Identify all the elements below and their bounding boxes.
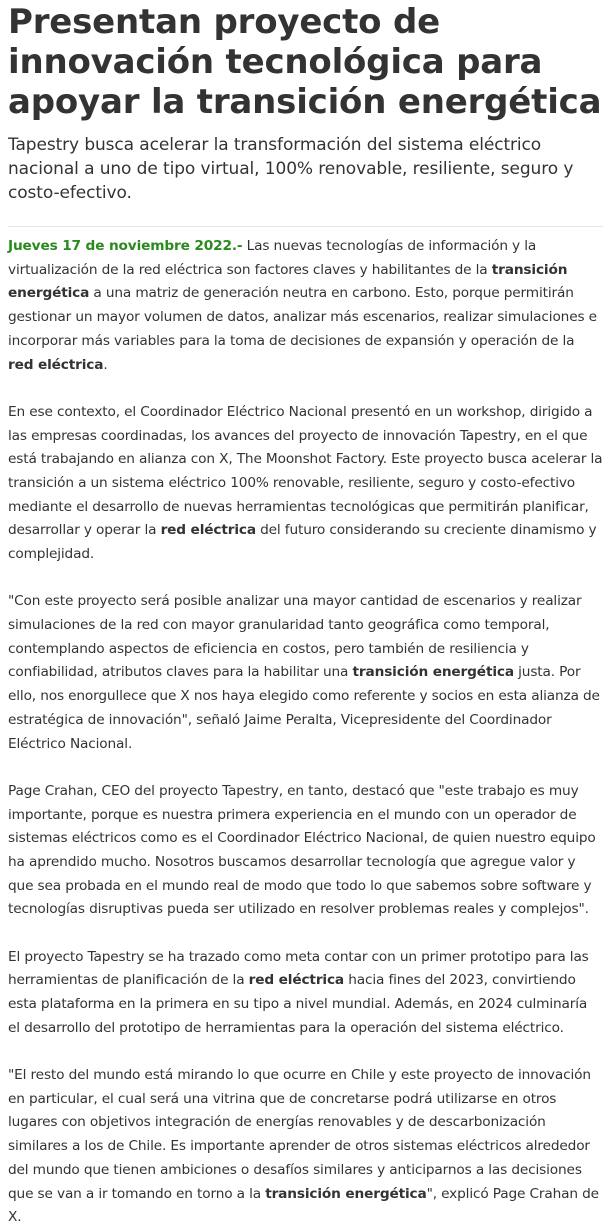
paragraph-text: "El resto del mundo está mirando lo que ocurre en Chile y este proyecto de innovación en particular, el cual será una vitrina que de concretarse podrá utilizarse en otros lugares con objetivos integración de energías renovables y de descarbonización similares a los de Chile. Es importante aprender de otros sistemas eléctricos alrededor del mundo que tienen ambiciones o desafíos similares y anticiparnos a las decisiones que se van a ir tomando en torno a la <box>8 1067 591 1202</box>
paragraph-6 <box>8 1064 603 1230</box>
paragraph-text: ", explicó Page Crahan de X. <box>8 1185 599 1226</box>
paragraph-text: del futuro considerando su creciente dinamismo y complejidad. <box>8 522 597 563</box>
paragraph-text: Las nuevas tecnologías de información y la virtualización de la red eléctrica son factores claves y habilitantes de la <box>8 238 537 278</box>
keyword-link[interactable]: transición energética <box>265 1185 427 1202</box>
paragraph-5 <box>8 946 603 1041</box>
keyword-link[interactable]: red eléctrica <box>160 522 256 539</box>
article-subtitle: Tapestry busca acelerar la transformación del sistema eléctrico nacional a uno de tipo virtual, 100% renovable, resiliente, seguro y costo-efectivo. <box>8 135 574 203</box>
article-body <box>8 235 603 1230</box>
paragraph-4 <box>8 780 603 922</box>
paragraph-text: "Con este proyecto será posible analizar una mayor cantidad de escenarios y realizar simulaciones de la red con mayor granularidad tanto geográfica como temporal, contemplando aspectos de eficiencia en costos, pero también de resiliencia y confiabilidad, atributos claves para la habilitar una <box>8 593 582 681</box>
keyword-link[interactable]: red eléctrica <box>248 972 345 989</box>
keyword-link[interactable]: transición energética <box>8 261 568 302</box>
paragraph-text: hacia fines del 2023, convirtiendo esta plataforma en la primera en su tipo a nivel mundial. Además, en 2024 culminaría el desarrollo del prototipo de herramientas para la operación del sistema eléctrico. <box>8 972 588 1036</box>
article-date: Jueves 17 de noviembre 2022.- <box>8 238 243 254</box>
paragraph-text: Page Crahan, CEO del proyecto Tapestry, en tanto, destacó que "este trabajo es muy importante, porque es nuestra primera experiencia en el mundo con un operador de sistemas eléctricos como es el Coordinador Eléctrico Nacional, de quien nuestro equipo ha aprendido mucho. Nosotros buscamos desarrollar tecnología que agregue valor y que sea probada en el mundo real de modo que todo lo que sabemos sobre software y tecnologías disruptivas pueda ser utilizado en resolver problemas reales y complejos". <box>8 782 596 918</box>
paragraph-text: El proyecto Tapestry se ha trazado como meta contar con un primer prototipo para las herramientas de planificación de la <box>8 948 589 989</box>
keyword-link[interactable]: transición energética <box>352 664 514 681</box>
divider <box>8 226 603 227</box>
paragraph-text: a una matriz de generación neutra en carbono. Esto, porque permitirán gestionar un mayor volumen de datos, analizar más escenarios, realizar simulaciones e incorporar más variables para la toma de decisiones de expansión y operación de la <box>8 285 597 349</box>
paragraph-1 <box>8 235 603 377</box>
paragraph-3 <box>8 590 603 756</box>
keyword-link[interactable]: red eléctrica <box>8 356 104 373</box>
paragraph-text: justa. Por ello, nos enorgullece que X nos haya elegido como referente y socios en esta alianza de estratégica de innovación", señaló Jaime Peralta, Vicepresidente del Coordinador Eléctrico Nacional. <box>8 664 600 752</box>
paragraph-2 <box>8 401 603 567</box>
paragraph-text: . <box>103 356 108 373</box>
paragraph-text: En ese contexto, el Coordinador Eléctrico Nacional presentó en un workshop, dirigido a las empresas coordinadas, los avances del proyecto de innovación Tapestry, en el que está trabajando en alianza con X, The Moonshot Factory. Este proyecto busca acelerar la transición a un sistema eléctrico 100% renovable, resiliente, seguro y costo-efectivo mediante el desarrollo de nuevas herramientas tecnológicas que permitirán planificar, desarrollar y operar la <box>8 403 603 539</box>
article-title: Presentan proyecto de innovación tecnológica para apoyar la transición energética <box>8 2 602 122</box>
